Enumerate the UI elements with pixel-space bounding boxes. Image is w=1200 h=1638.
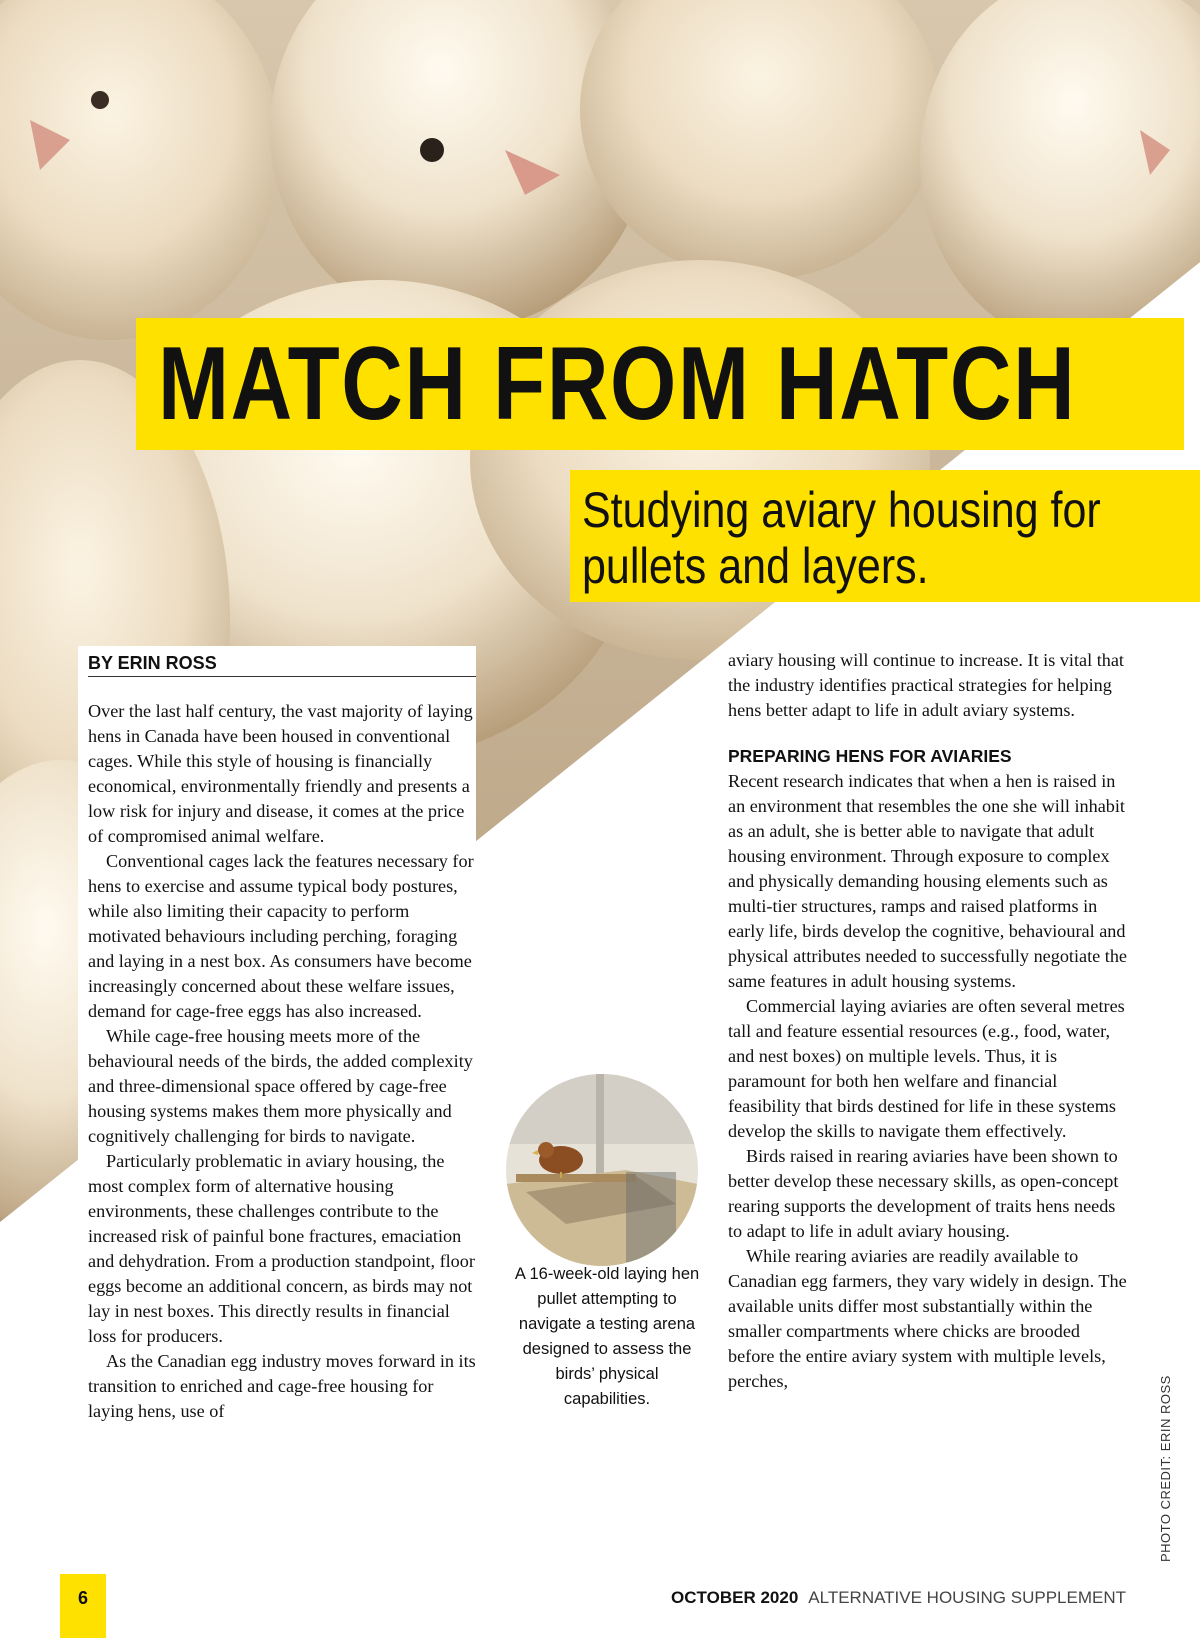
page-title: MATCH FROM HATCH: [158, 325, 1077, 442]
subtitle-line-2: pullets and layers.: [582, 538, 929, 594]
subtitle-line-1: Studying aviary housing for: [582, 482, 1101, 538]
photo-credit: PHOTO CREDIT: ERIN ROSS: [1158, 1375, 1173, 1562]
paragraph: Particularly problematic in aviary housing, the most complex form of alternative housing environments, these challenges contribute to the increased risk of painful bone fractures, emaciation and dehydration. From a production standpoint, floor eggs become an additional concern, as birds may not lay in nest boxes. This directly results in financial loss for producers.: [88, 1151, 475, 1346]
page-number: 6: [60, 1574, 106, 1638]
section-heading: PREPARING HENS FOR AVIARIES: [728, 746, 1012, 766]
hen-pullet-image: [506, 1074, 698, 1266]
title-banner: [136, 318, 1184, 450]
right-column: [728, 648, 1128, 1528]
footer-publication: ALTERNATIVE HOUSING SUPPLEMENT: [808, 1588, 1126, 1607]
subtitle-banner: [570, 470, 1200, 602]
hen-photo: [506, 1074, 698, 1266]
paragraph: Recent research indicates that when a hen is raised in an environment that resembles the one she will inhabit as an adult, she is better able to navigate that adult housing environment. Through exposure to complex and physically demanding housing elements such as multi-tier structures, ramps and raised platforms in early life, birds develop the cognitive, behavioural and physical attributes needed to successfully negotiate the same features in adult housing systems.: [728, 771, 1127, 991]
byline: BY ERIN ROSS: [88, 646, 476, 677]
left-column: [78, 646, 476, 1546]
footer: [671, 1588, 1126, 1608]
paragraph: Over the last half century, the vast majority of laying hens in Canada have been housed in conventional cages. While this style of housing is financially economical, environmentally friendly and presents a low risk for injury and disease, it comes at the price of compromised animal welfare.: [88, 701, 473, 846]
paragraph: Conventional cages lack the features necessary for hens to exercise and assume typical body postures, while also limiting their capacity to perform motivated behaviours including perching, foraging and laying in a nest box. As consumers have become increasingly concerned about these welfare issues, demand for cage-free eggs has also increased.: [88, 851, 474, 1021]
paragraph: aviary housing will continue to increase. It is vital that the industry identifies practical strategies for helping hens better adapt to life in adult aviary systems.: [728, 650, 1124, 720]
paragraph: Commercial laying aviaries are often several metres tall and feature essential resources (e.g., food, water, and nest boxes) on multiple levels. Thus, it is paramount for both hen welfare and financial feasibility that birds destined for life in these systems develop the skills to navigate them effectively.: [728, 996, 1125, 1141]
paragraph: While cage-free housing meets more of the behavioural needs of the birds, the added complexity and three-dimensional space offered by cage-free housing systems makes them more physically and cognitively challenging for birds to navigate.: [88, 1026, 473, 1146]
paragraph: As the Canadian egg industry moves forward in its transition to enriched and cage-free housing for laying hens, use of: [88, 1351, 476, 1421]
paragraph: While rearing aviaries are readily available to Canadian egg farmers, they vary widely in design. The available units differ most substantially within the smaller compartments where chicks are brooded before the entire aviary system with multiple levels, perches,: [728, 1246, 1127, 1391]
photo-caption: A 16-week-old laying hen pullet attempting to navigate a testing arena designed to assess the birds’ physical capabilities.: [514, 1265, 700, 1408]
footer-month: OCTOBER 2020: [671, 1588, 799, 1607]
subtitle: [582, 482, 1132, 594]
paragraph: Birds raised in rearing aviaries have been shown to better develop these necessary skills, as open-concept rearing supports the development of traits hens needs to adapt to life in adult aviary housing.: [728, 1146, 1119, 1241]
